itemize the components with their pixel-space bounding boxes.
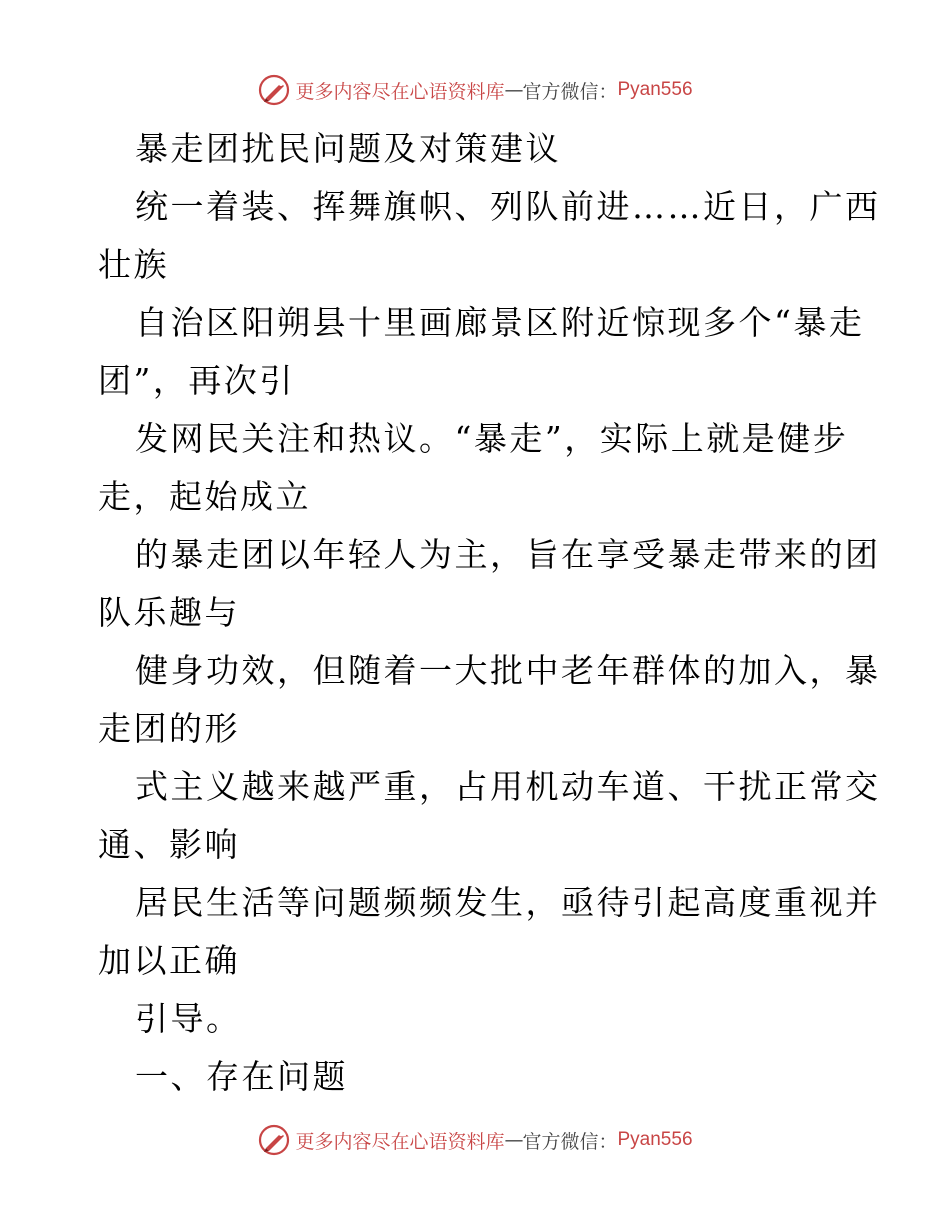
- watermark-main-text: 更多内容尽在心语资料库: [295, 80, 505, 103]
- brand-logo-icon: [257, 73, 291, 107]
- body-line: 居民生活等问题频频发生，亟待引起高度重视并: [135, 883, 881, 922]
- watermark-separator: —: [504, 79, 523, 101]
- body-line: 的暴走团以年轻人为主，旨在享受暴走带来的团: [135, 535, 881, 574]
- watermark-label: 官方微信：: [522, 1130, 618, 1153]
- header-watermark: [0, 70, 950, 110]
- watermark-separator: —: [504, 1129, 523, 1151]
- watermark-account-id: Pyan556: [617, 1129, 693, 1150]
- body-line: 队乐趣与: [98, 593, 240, 632]
- body-line: 健身功效，但随着一大批中老年群体的加入，暴: [135, 651, 881, 690]
- body-line: 引导。: [135, 999, 242, 1038]
- document-title: 暴走团扰民问题及对策建议: [135, 129, 561, 168]
- body-line: 式主义越来越严重，占用机动车道、干扰正常交: [135, 767, 881, 806]
- section-heading: 一、存在问题: [135, 1057, 348, 1096]
- watermark-account-id: Pyan556: [617, 79, 693, 100]
- body-line: 自治区阳朔县十里画廊景区附近惊现多个“暴走: [135, 303, 865, 342]
- document-body: [98, 120, 881, 1106]
- body-line: 统一着装、挥舞旗帜、列队前进……近日，广西: [135, 187, 881, 226]
- body-line: 壮族: [98, 245, 169, 284]
- body-line: 走，起始成立: [98, 477, 311, 516]
- body-line: 走团的形: [98, 709, 240, 748]
- body-line: 加以正确: [98, 941, 240, 980]
- body-line: 发网民关注和热议。“暴走”，实际上就是健步: [135, 419, 849, 458]
- watermark-main-text: 更多内容尽在心语资料库: [295, 1130, 505, 1153]
- brand-logo-icon: [257, 1123, 291, 1157]
- body-line: 团”，再次引: [98, 361, 295, 400]
- watermark-label: 官方微信：: [522, 80, 618, 103]
- footer-watermark: [0, 1120, 950, 1160]
- body-line: 通、影响: [98, 825, 240, 864]
